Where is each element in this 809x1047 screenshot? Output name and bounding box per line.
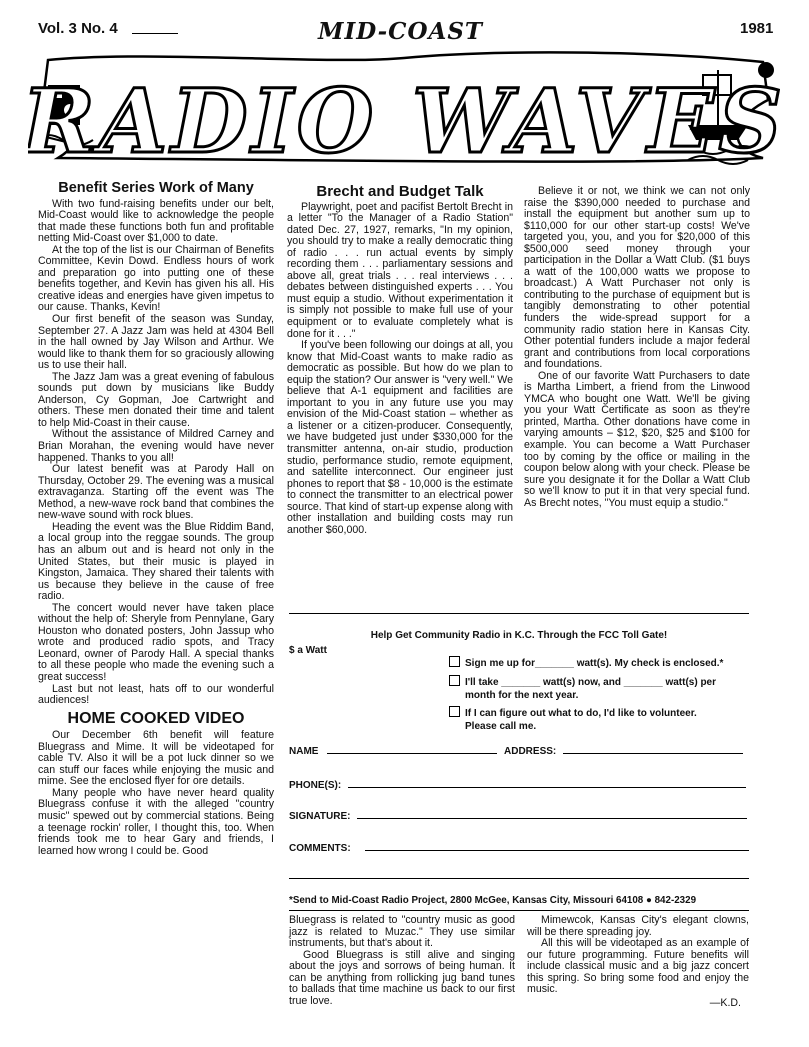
paragraph: Our December 6th benefit will feature Bluegrass and Mime. It will be videotaped for cable TV. Also it will be a pot luck dinner so we can stuff our faces while enjoying the music and mime. See the enclosed flyer for ore details.: [38, 729, 274, 788]
paragraph: Bluegrass is related to "country music as good jazz is related to Muzac." They use similar instruments, but that's about it.: [289, 914, 515, 950]
name-field[interactable]: [327, 753, 497, 754]
signature-field[interactable]: [357, 818, 747, 819]
checkbox[interactable]: [449, 706, 460, 717]
phone-field[interactable]: [348, 787, 746, 788]
option-sign-up[interactable]: Sign me up for_______ watt(s). My check is enclosed.*: [449, 656, 723, 669]
paragraph: Mimewcok, Kansas City's elegant clowns, will be there spreading joy.: [527, 914, 749, 938]
paragraph: Our first benefit of the season was Sunday, September 27. A Jazz Jam was held at 4304 Bell in the hall owned by Jay Wilson and Arthur. We would like to thank them for so graciously allowing us to use their hall.: [38, 313, 274, 372]
paragraph: Good Bluegrass is still alive and singing about the joys and sorrows of being human. It can be anything from rollicking jug band tunes to ballads that time machine us back to our first true love.: [289, 948, 515, 1007]
phone-label: PHONE(S):: [289, 780, 342, 791]
address-label: ADDRESS:: [504, 746, 557, 757]
coupon-top-rule: [289, 613, 749, 614]
comments-line-2: [289, 878, 749, 879]
article-heading: Brecht and Budget Talk: [316, 183, 484, 200]
issue-rule: [132, 33, 178, 34]
paragraph: With two fund-raising benefits under our belt, Mid-Coast would like to acknowledge the people that made these functions both fun and profitable netting Mid-Coast over $1,000 to date.: [38, 197, 274, 245]
paragraph: Without the assistance of Mildred Carney and Brian Morahan, the evening would have never happened. Thanks to you all!: [38, 428, 274, 464]
video-column-2: [289, 915, 515, 1007]
masthead-small-title: MID-COAST: [318, 18, 484, 45]
author-signoff: —K.D.: [709, 996, 741, 1009]
article-heading: Benefit Series Work of Many: [58, 180, 254, 196]
paragraph: The Jazz Jam was a great evening of fabulous sounds put down by musicians like Buddy Anderson, Cy Gopman, Joe Cartwright and others. These men donated their time and talent to help Mid-Coast in their cause.: [38, 370, 274, 429]
paragraph: The concert would never have taken place without the help of: Sheryle from Pennylane, Gary Houston who donated posters, John Jassup who wrote and produced radio spots, and Tracy Leonard, owner of Parody Hall. A special thanks to all these people who made the evening such a great success!: [38, 601, 274, 683]
masthead-title: RADIO WAVES: [28, 69, 780, 170]
phone-field-row: [289, 780, 746, 791]
coupon-heading: Help Get Community Radio in K.C. Through the FCC Toll Gate!: [370, 630, 668, 641]
paragraph: One of our favorite Watt Purchasers to date is Martha Limbert, a friend from the Linwood YMCA who bought one Watt. We'll be giving you your Watt Certificate as soon as they're printed, Martha. Other donations have come in varying amounts – $12, $20, $25 and $100 for example. You can become a Watt Purchaser too by coming by the office or mailing in the coupon below along with your check. Please be sure you designate it for the Dollar a Watt Club so we'll know to put it in that very special fund. As Brecht notes, "You must equip a studio.": [524, 369, 750, 509]
checkbox[interactable]: [449, 675, 460, 686]
paragraph: At the top of the list is our Chairman of Benefits Committee, Kevin Dowd. Endless hours of work and preparation go into putting one of these benefits together, and Kevin has given his all. His creative ideas and energies have given impetus to our cause. Thanks, Kevin!: [38, 243, 274, 314]
signature-field-row: [289, 811, 747, 822]
masthead-banner: [28, 40, 780, 170]
comments-field-row: [289, 843, 749, 854]
paragraph: Playwright, poet and pacifist Bertolt Brecht in a letter "To the Manager of a Radio Station" dated Dec. 27, 1927, remarks, "In my opinion, you should try to make a really democratic thing of radio . . . run actual events by simply recording them . . . parliamentary sessions and above all, great trials . . . real interviews . . . debates between distinguished experts . . . You must equip a studio. Without experimentation it is simply not possible to make full use of your equipment or to evaluate completely what is done for it . . .": [287, 200, 513, 340]
coupon-bottom-rule: [289, 910, 749, 911]
banner-artwork: [28, 40, 780, 170]
address-field[interactable]: [563, 753, 743, 754]
article-benefit-series: [38, 180, 274, 857]
name-label: NAME: [289, 746, 319, 757]
article-brecht-continued: [524, 186, 750, 509]
article-brecht-budget: [287, 183, 513, 536]
issue-number: Vol. 3 No. 4: [38, 20, 118, 37]
signature-label: SIGNATURE:: [289, 811, 351, 822]
coupon-mailing-address: *Send to Mid-Coast Radio Project, 2800 McGee, Kansas City, Missouri 64108 ● 842-2329: [289, 895, 697, 906]
paragraph: Many people who have never heard quality Bluegrass confuse it with the alleged "country music" spewed out by commercial stations. Being a teenage rockin' roller, I thought this, too. When friends took me to hear Gary and friends, I learned how wrong I could be. Good: [38, 786, 274, 857]
coupon-price: $ a Watt: [289, 645, 327, 656]
option-volunteer[interactable]: If I can figure out what to do, I'd like to volunteer. Please call me.: [449, 706, 697, 733]
paragraph: All this will be videotaped as an example of our future programming. Future benefits will include classical music and a big jazz concert this spring. So bring some food and enjoy the music.: [527, 937, 749, 996]
option-monthly[interactable]: I'll take _______ watt(s) now, and _______ watt(s) per month for the next year.: [449, 675, 716, 702]
issue-year: 1981: [740, 20, 774, 37]
paragraph: Heading the event was the Blue Riddim Band, a local group into the reggae sounds. The group has an album out and is heard not only in the United States, but their music is played in Kingston, Jamaica. They shared their talents with us because they believe in the cause of free radio.: [38, 520, 274, 603]
article-heading: HOME COOKED VIDEO: [67, 709, 245, 727]
name-field-row: [289, 746, 743, 757]
paragraph: Believe it or not, we think we can not only raise the $390,000 needed to purchase and install the equipment but another sum up to $110,000 for our other start-up costs! We've targeted you, you, and you for $20,000 of this $500,000 seed money through your participation in the Dollar a Watt Club. ($1 buys a watt of the 100,000 watts we propose to broadcast.) A Watt Purchaser not only is contributing to the purchase of equipment but is tangibly demonstrating to other potential funders the wide-spread support for a community radio station here in Kansas City. Other potential funders include a major federal grant and contributions from local corporations and foundations.: [524, 185, 750, 371]
paragraph: If you've been following our doings at all, you know that Mid-Coast wants to make radio as democratic as possible. But how do we plan to equip the station? Our answer is "very well." We believe that A-1 equipment and facilities are important to you in any future use you may envision of the Mid-Coast station – whether as a listener or a citizen-producer. Consequently, we have budgeted just under $330,000 for the transmitter antenna, on-air studio, production studio, performance studio, remote equipment, and satellite interconnect. Our engineer just phones to report that $8 - 10,000 is the estimate to connect the transmitter to an electrical power source. That kind of start-up expense along with other installation and building costs may run another $60,000.: [287, 339, 513, 536]
paragraph: Our latest benefit was at Parody Hall on Thursday, October 29. The evening was a musical extravaganza. Starting off the event was The Method, a new-wave rock band that combines the new-wave sound with rock blues.: [38, 463, 274, 522]
paragraph: Last but not least, hats off to our wonderful audiences!: [38, 682, 274, 707]
video-column-3: [527, 915, 749, 1009]
comments-label: COMMENTS:: [289, 843, 351, 854]
checkbox[interactable]: [449, 656, 460, 667]
comments-field[interactable]: [365, 850, 749, 851]
